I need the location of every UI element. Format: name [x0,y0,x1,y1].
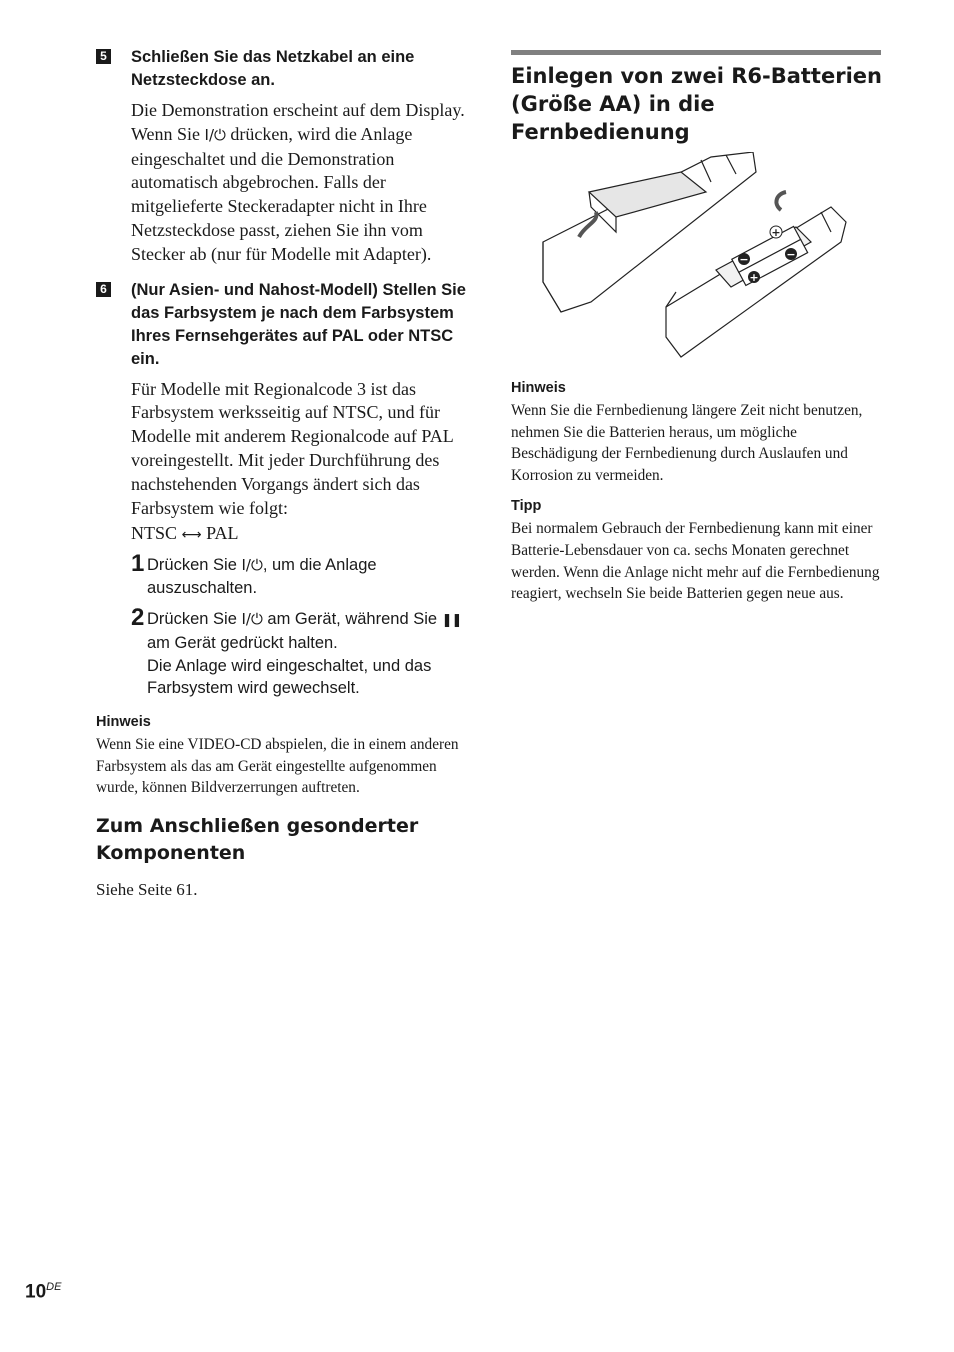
hinweis-right-body: Wenn Sie die Fernbedienung längere Zeit nicht benutzen, nehmen Sie die Batterien heraus, um mögliche Beschädigung der Fernbedienung durch Auslaufen und Korrosion zu vermeiden. [511,402,863,484]
tipp-body: Bei normalem Gebrauch der Fernbedienung kann mit einer Batterie-Lebensdauer von ca. sechs Monaten gerechnet werden. Wenn die Anlage nicht mehr auf die Fernbedienung reagiert, wechseln Sie beide Batterien gegen neue aus. [511,520,880,603]
power-icon: I/⏻ [204,125,226,144]
sub-step-1-number: 1 [131,550,145,578]
sub-step-2 [131,603,468,700]
sub-step-2-number: 2 [131,603,145,631]
double-arrow-icon: ⟷ [181,527,202,544]
pause-icon: ❚❚ [441,612,462,628]
right-column [511,50,883,605]
svg-text:−: − [739,253,749,266]
step-6 [96,279,468,700]
hinweis-left-body: Wenn Sie eine VIDEO-CD abspielen, die in einem anderen Farbsystem als das am Gerät eingestellte aufgenommen wurde, können Bildverzerrungen auftreten. [96,735,459,797]
step-5-body: Die Demonstration erscheint auf dem Display. Wenn Sie I/⏻ drücken, wird die Anlage eingeschaltet und die Demonstration automatisch abgebrochen. Falls der mitgelieferte Steckeradapter nicht in Ihre Netzsteckdose passt, ziehen Sie ihn vom Stecker ab (nur für Modelle mit Adapter). [131,100,465,264]
step-5-number: 5 [96,49,111,64]
step-6-body: Für Modelle mit Regionalcode 3 ist das Farbsystem werksseitig auf NTSC, und für Modelle mit anderem Regionalcode auf PAL voreingestellt. Mit jeder Durchführung des nachstehenden Vorgangs ändert sich das Farbsystem wie folgt: [131,378,454,518]
hinweis-left [96,712,468,799]
power-icon: I/⏻ [241,609,263,628]
step-5-heading: Schließen Sie das Netzkabel an eine Netzsteckdose an. [131,48,415,89]
step-6-heading: (Nur Asien- und Nahost-Modell) Stellen Sie das Farbsystem je nach dem Farbsystem Ihres Fernsehgerätes auf PAL oder NTSC ein. [131,280,466,368]
sub-step-1 [131,550,468,599]
section-connect [96,813,468,901]
svg-text:+: + [771,226,781,239]
tipp-title: Tipp [511,498,542,515]
section-connect-body: Siehe Seite 61. [96,879,198,899]
hinweis-left-title: Hinweis [96,713,151,730]
page-number: 10DE [25,1281,62,1303]
section-connect-heading: Zum Anschließen gesonderter Komponenten [96,814,419,864]
step-5 [96,46,468,267]
section-rule [511,50,881,55]
sub-step-2-text: Drücken Sie I/⏻ am Gerät, während Sie ❚❚ am Gerät gedrückt halten. Die Anlage wird eingeschaltet, und das Farbsystem wird gewechselt. [147,609,462,698]
svg-text:−: − [786,248,796,261]
tipp [511,496,883,604]
step-6-number: 6 [96,282,111,297]
power-icon: I/⏻ [241,556,263,575]
page-language: DE [46,1281,62,1293]
remote-battery-illustration [541,152,851,362]
hinweis-right-title: Hinweis [511,380,566,396]
svg-text:+: + [749,271,759,284]
left-column [96,46,468,900]
hinweis-right [511,378,883,486]
sub-step-1-text: Drücken Sie I/⏻, um die Anlage auszuschalten. [147,556,377,597]
battery-heading: Einlegen von zwei R6-Batterien (Größe AA) in die Fernbedienung [511,64,882,144]
color-system-sequence: NTSC ⟷ PAL [131,523,239,544]
